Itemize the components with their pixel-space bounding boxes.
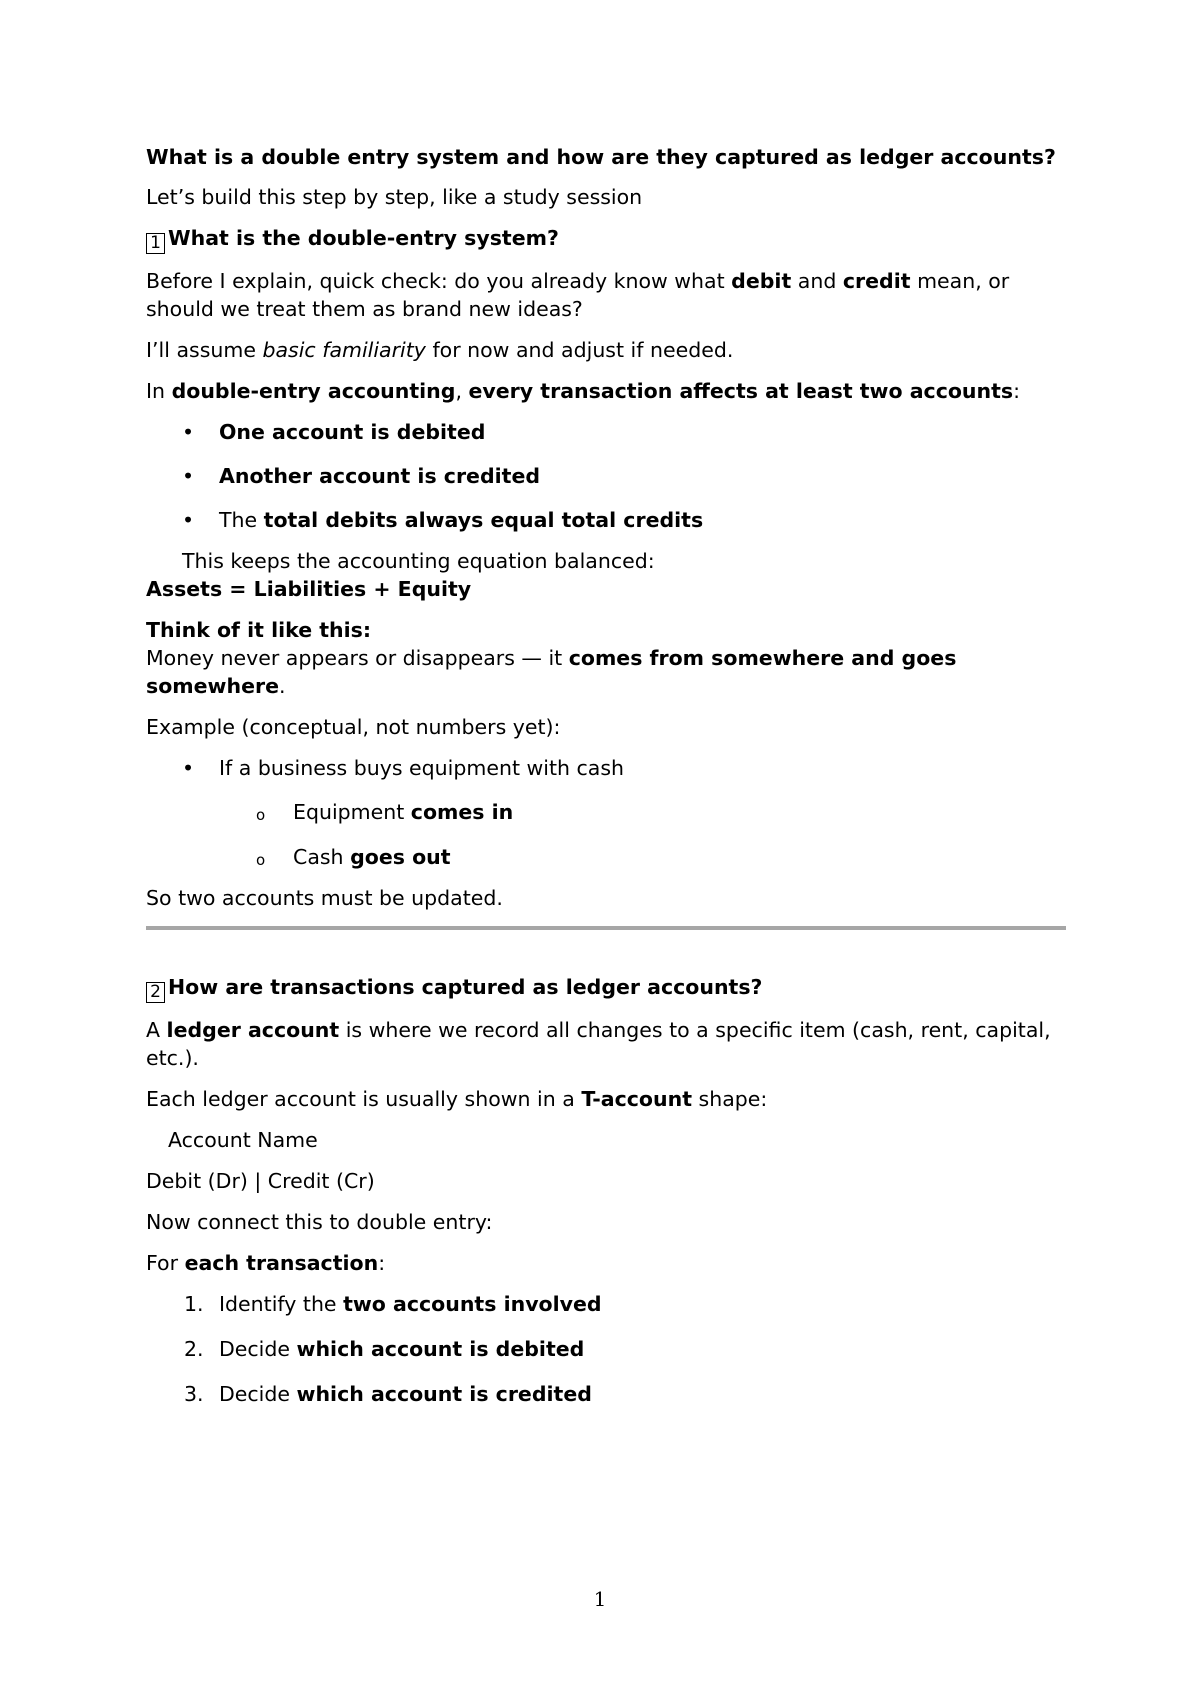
ledger-account-paragraph: A ledger account is where we record all changes to a specific item (cash, rent, capital, etc.). [146, 1018, 1051, 1070]
list-item: • If a business buys equipment with cash [182, 756, 625, 780]
example-intro: Example (conceptual, not numbers yet): [146, 715, 561, 739]
t-account-name: Account Name [168, 1128, 318, 1152]
document-title: What is a double entry system and how are they captured as ledger accounts? [146, 145, 1056, 169]
accounting-equation: Assets = Liabilities + Equity [146, 577, 472, 601]
list-item: 3. Decide which account is credited [184, 1382, 592, 1406]
horizontal-divider [146, 926, 1066, 930]
bullet-icon: • [182, 464, 195, 488]
step-number: 1. [184, 1292, 204, 1316]
connect-text: Now connect this to double entry: [146, 1210, 493, 1234]
section-2-heading: 2 How are transactions captured as ledger accounts? [146, 973, 1066, 1003]
bullet-icon: • [182, 508, 195, 532]
circle-bullet-icon: o [256, 851, 266, 869]
list-item: o Cash goes out [146, 843, 1066, 871]
list-item: o Equipment comes in [146, 798, 1066, 826]
think-heading: Think of it like this: [146, 618, 372, 642]
for-each-transaction: For each transaction: [146, 1251, 386, 1275]
t-account-paragraph: Each ledger account is usually shown in a T-account shape: [146, 1087, 768, 1111]
example-sub-bullets [146, 798, 1066, 871]
think-paragraph: Money never appears or disappears — it comes from somewhere and goes somewhere. [146, 646, 957, 698]
list-item: • One account is debited [182, 420, 486, 444]
number-1-icon: 1 [146, 233, 165, 254]
step-number: 2. [184, 1337, 204, 1361]
balance-line: This keeps the accounting equation balanced: [182, 549, 655, 573]
double-entry-bullets [146, 418, 1066, 534]
number-2-icon: 2 [146, 982, 165, 1003]
page-number: 1 [593, 1587, 607, 1611]
list-item: • The total debits always equal total credits [182, 508, 704, 532]
check-paragraph: Before I explain, quick check: do you already know what debit and credit mean, or should we treat them as brand new ideas? [146, 269, 1010, 321]
list-item: 1. Identify the two accounts involved [184, 1292, 602, 1316]
section-1-heading: 1 What is the double-entry system? [146, 224, 1066, 254]
intro-text: Let’s build this step by step, like a study session [146, 185, 643, 209]
bullet-icon: • [182, 756, 195, 780]
list-item: • Another account is credited [182, 464, 541, 488]
list-item: 2. Decide which account is debited [184, 1337, 585, 1361]
transaction-steps [146, 1290, 1066, 1408]
circle-bullet-icon: o [256, 806, 266, 824]
t-account-columns: Debit (Dr) | Credit (Cr) [146, 1169, 375, 1193]
conclusion-text: So two accounts must be updated. [146, 886, 503, 910]
step-number: 3. [184, 1382, 204, 1406]
document-page [146, 143, 1066, 1425]
example-bullets [146, 754, 1066, 782]
bullet-icon: • [182, 420, 195, 444]
double-entry-paragraph: In double-entry accounting, every transaction affects at least two accounts: [146, 379, 1021, 403]
assume-paragraph: I’ll assume basic familiarity for now and adjust if needed. [146, 338, 734, 362]
